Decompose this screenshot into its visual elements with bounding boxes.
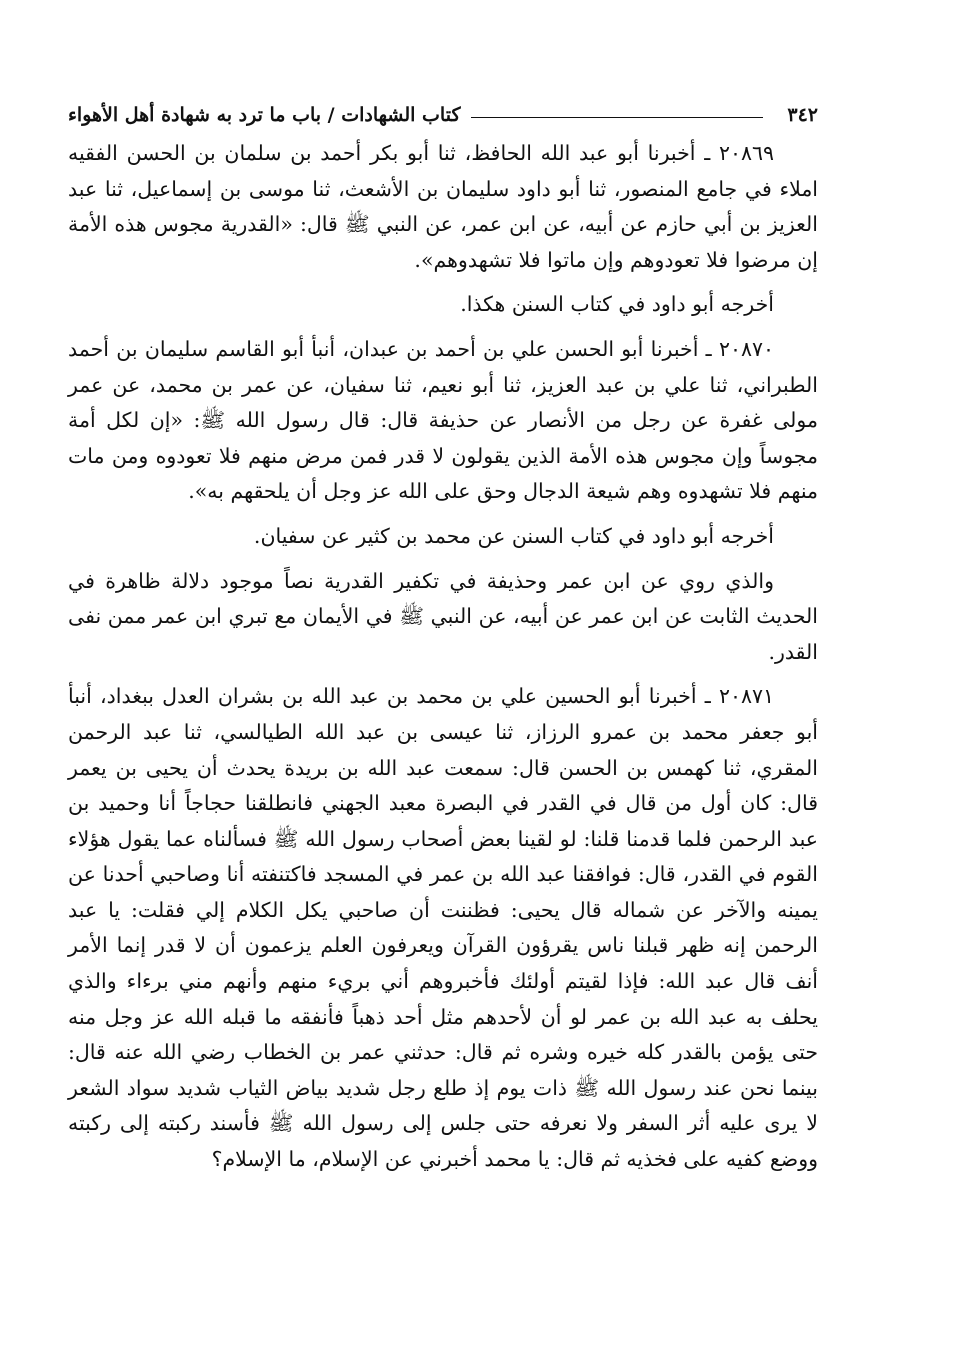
page-header [68, 92, 818, 126]
hadith-20870: ٢٠٨٧٠ ـ أخبرنا أبو الحسن علي بن أحمد بن عبدان، أنبأ أبو القاسم سليمان بن أحمد الطبراني، ثنا علي بن عبد العزيز، ثنا أبو نعيم، ثنا سفيان، عن عمر بن محمد، عن عمر مولى غفرة عن رجل من الأنصار عن حذيفة قال: قال رسول الله ﷺ: «إن لكل أمة مجوساً وإن مجوس هذه الأمة الذين يقولون لا قدر فمن مرض منهم فلا تعودوه ومن مات منهم فلا تشهدوه وهم شيعة الدجال وحق على الله عز وجل أن يلحقهم به». [68, 336, 818, 504]
page [68, 92, 818, 1332]
takhrij-note-2: أخرجه أبو داود في كتاب السنن عن محمد بن كثير عن سفيان. [253, 523, 774, 548]
page-number: ٣٤٢ [787, 104, 818, 126]
hadith-20869: ٢٠٨٦٩ ـ أخبرنا أبو عبد الله الحافظ، ثنا أبو بكر أحمد بن سلمان بن الحسن الفقيه املاء في جامع المنصور، ثنا أبو داود سليمان بن الأشعث، ثنا موسى بن إسماعيل، ثنا عبد العزيز بن أبي حازم عن أبيه، عن ابن عمر، عن النبي ﷺ قال: «القدرية مجوس هذه الأمة إن مرضوا فلا تعودوهم وإن ماتوا فلا تشهدوهم». [68, 141, 818, 272]
hadith-20871: ٢٠٨٧١ ـ أخبرنا أبو الحسين علي بن محمد بن عبد الله بن بشران العدل ببغداد، أنبأ أبو جعفر محمد بن عمرو الرزاز، ثنا عيسى بن عبد الله الطيالسي، ثنا عبد الرحمن المقري، ثنا كهمس بن الحسن قال: سمعت عبد الله بن بريدة يحدث أن يحيى بن يعمر قال: كان أول من قال في القدر في البصرة معبد الجهني فانطلقنا حجاجاً أنا وحميد بن عبد الرحمن فلما قدمنا قلنا: لو لقينا بعض أصحاب رسول الله ﷺ فسألناه عما يقول هؤلاء القوم في القدر، قال: فوافقنا عبد الله بن عمر في المسجد فاكتنفته أنا وصاحبي أحدنا عن يمينه والآخر عن شماله قال يحيى: فظننت أن صاحبي يكل الكلام إلي فقلت: يا عبد الرحمن إنه ظهر قبلنا ناس يقرؤون القرآن ويعرفون العلم يزعمون أن لا قدر إنما الأمر أنف قال عبد الله: فإذا لقيتم أولئك فأخبروهم أني بريء منهم وأنهم مني برءاء والذي يحلف به عبد الله بن عمر لو أن لأحدهم مثل أحد ذهباً فأنفقه ما قبله الله عز وجل منه حتى يؤمن بالقدر كله خيره وشره ثم قال: حدثني عمر بن الخطاب رضي الله عنه قال: بينما نحن عند رسول الله ﷺ ذات يوم إذ طلع رجل شديد بياض الثياب شديد سواد الشعر لا يرى عليه أثر السفر ولا نعرفه حتى جلس إلى رسول الله ﷺ فأسند ركبته إلى ركبته ووضع كفيه على فخذيه ثم قال: يا محمد أخبرني عن الإسلام، ما الإسلام؟ [68, 684, 818, 1172]
commentary-paragraph: والذي روي عن ابن عمر وحذيفة في تكفير القدرية نصاً موجود دلالة ظاهرة في الحديث الثابت عن ابن عمر عن أبيه، عن النبي ﷺ في الأيمان مع تبري ابن عمر ممن نفى القدر. [68, 568, 818, 664]
body-text [68, 136, 818, 1178]
running-title: كتاب الشهادات / باب ما ترد به شهادة أهل الأهواء [68, 104, 461, 126]
takhrij-note-1: أخرجه أبو داود في كتاب السنن هكذا. [460, 292, 774, 317]
header-rule [471, 117, 764, 118]
